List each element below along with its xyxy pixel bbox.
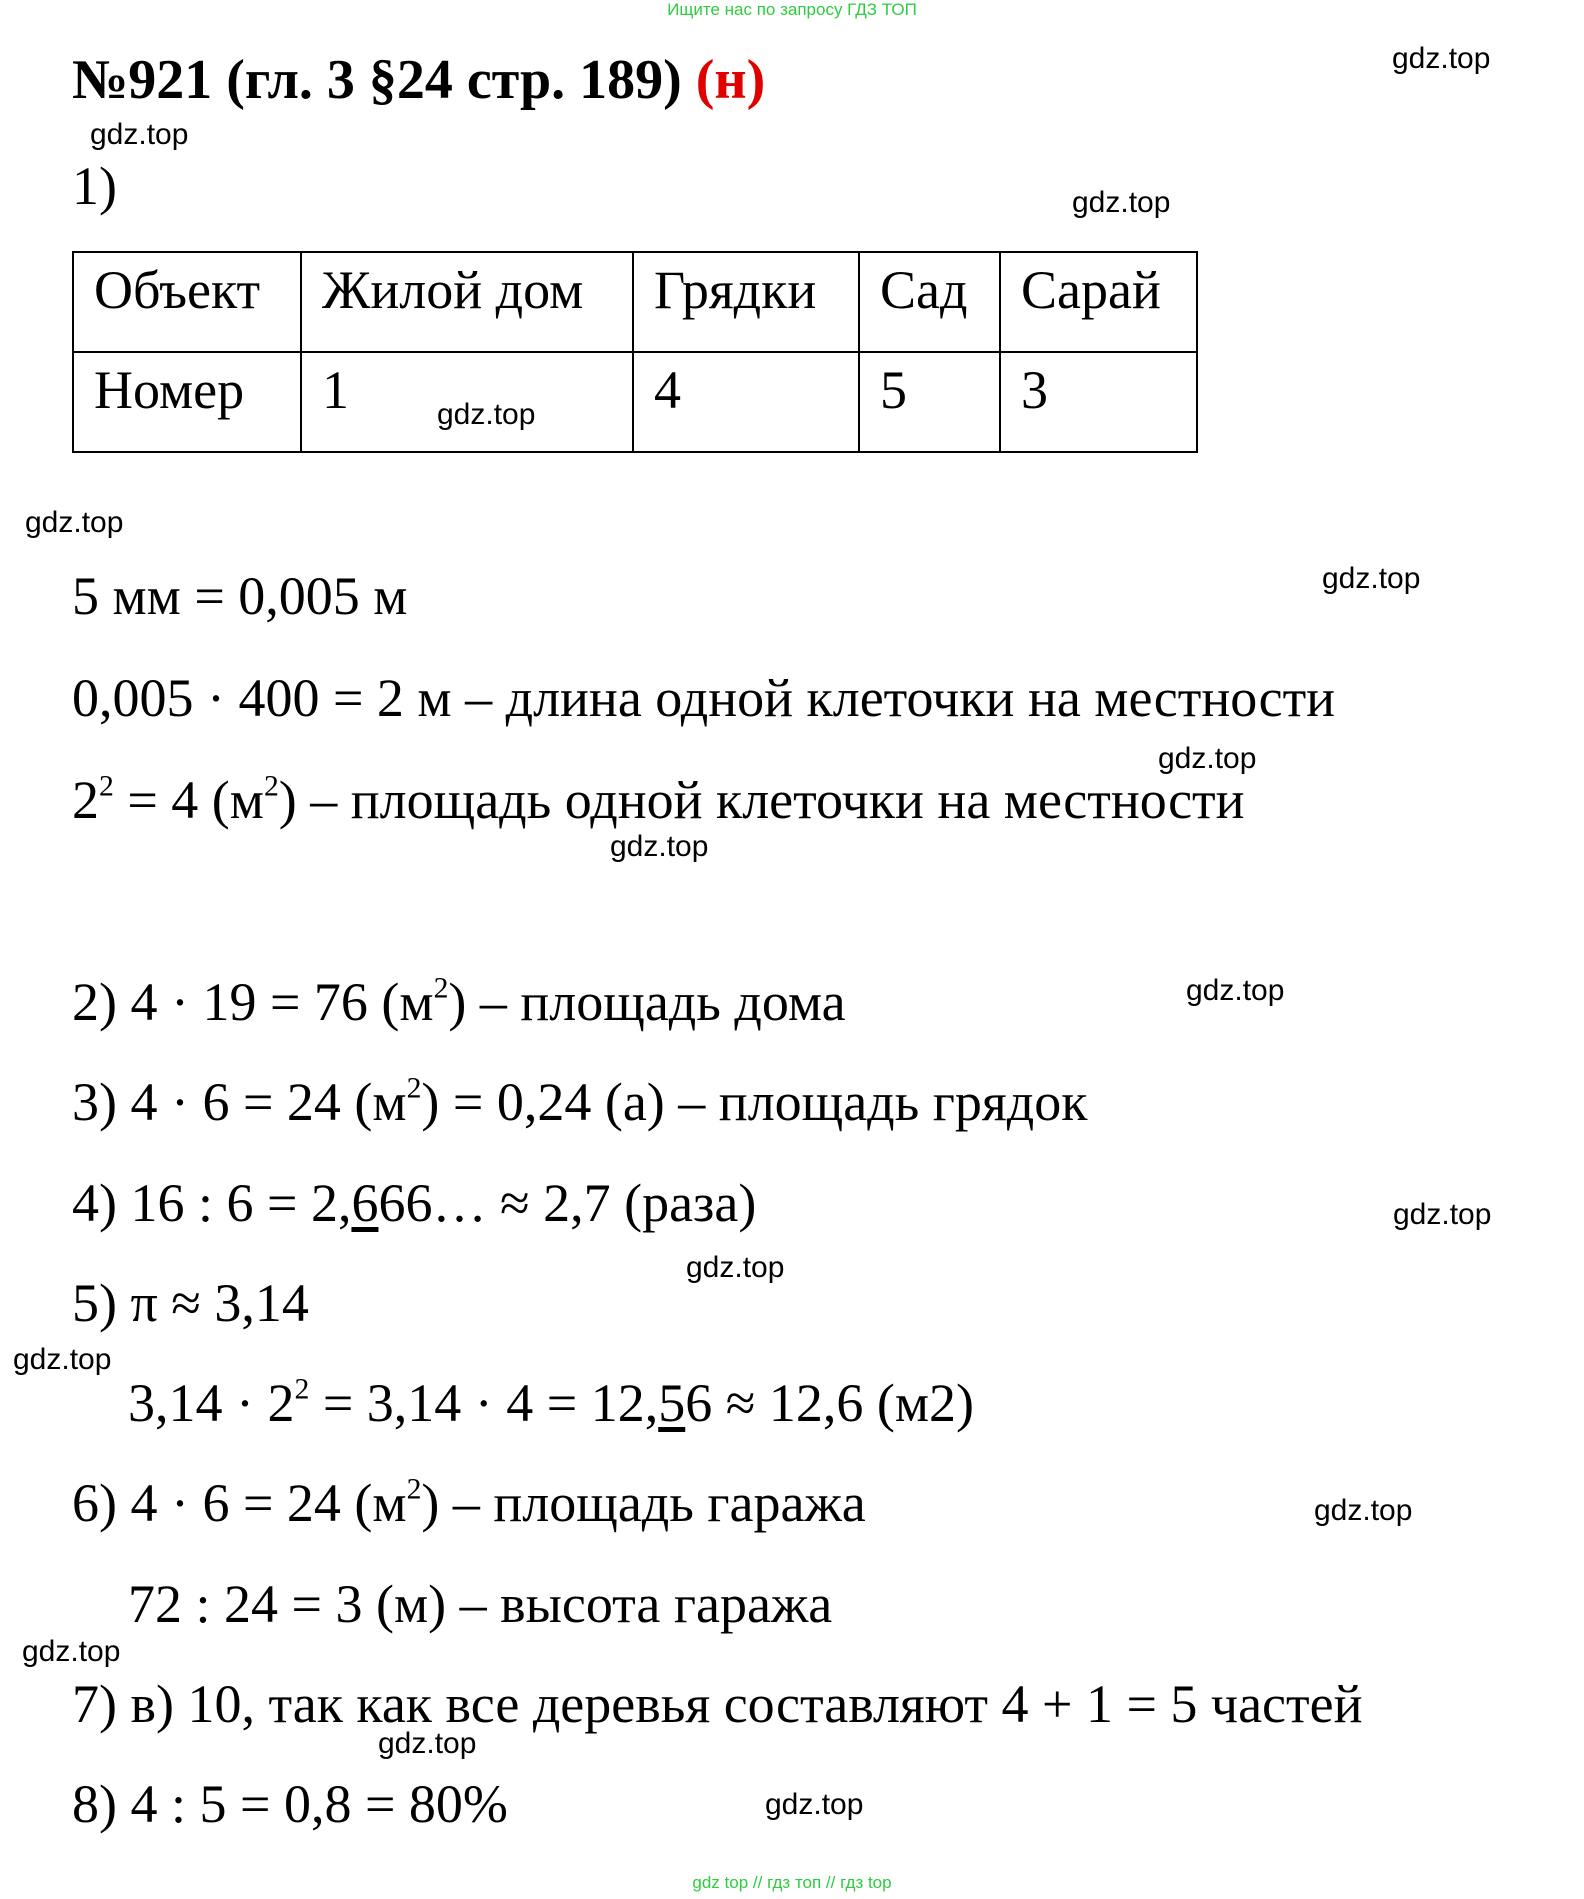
table-row bbox=[73, 352, 1197, 452]
watermark: gdz.top bbox=[1072, 186, 1171, 219]
l8-a: 3,14 · 2 bbox=[128, 1373, 295, 1433]
table-cell: 1 bbox=[301, 352, 633, 452]
exercise-title bbox=[72, 48, 765, 112]
watermark: gdz.top bbox=[22, 1635, 121, 1668]
part-1-label: 1) bbox=[72, 156, 117, 216]
table-cell: Жилой дом bbox=[301, 252, 633, 352]
solution-line-9 bbox=[72, 1472, 866, 1534]
table-cell: 5 bbox=[859, 352, 1000, 452]
footer-links: gdz top // гдз топ // гдз top bbox=[692, 1873, 892, 1892]
l3-sup2: 2 bbox=[263, 770, 279, 803]
watermark: gdz.top bbox=[25, 506, 124, 539]
table-cell: Объект bbox=[73, 252, 301, 352]
solution-line-5 bbox=[72, 1071, 1087, 1133]
solution-line-6 bbox=[72, 1172, 756, 1234]
watermark: gdz.top bbox=[686, 1251, 785, 1284]
table-cell: 3 bbox=[1000, 352, 1197, 452]
table-header-row bbox=[73, 252, 1197, 352]
objects-table bbox=[72, 251, 1198, 453]
watermark: gdz.top bbox=[1314, 1494, 1413, 1527]
solution-line-11: 7) в) 10, так как все деревья составляют 4 + 1 = 5 частей bbox=[72, 1674, 1363, 1734]
watermark: gdz.top bbox=[1186, 974, 1285, 1007]
l6-a: 4) 16 : 6 = 2, bbox=[72, 1173, 352, 1233]
solution-line-1: 5 мм = 0,005 м bbox=[72, 566, 408, 626]
l3-c: ) – площадь одной клеточки на местности bbox=[278, 770, 1245, 830]
l8-b: = 3,14 · 4 = 12, bbox=[309, 1373, 659, 1433]
solution-line-8 bbox=[128, 1372, 974, 1434]
l9-b: ) – площадь гаража bbox=[421, 1473, 866, 1533]
l8-underlined: 5 bbox=[658, 1373, 686, 1433]
table-cell: Сарай bbox=[1000, 252, 1197, 352]
title-mark: (н) bbox=[695, 49, 766, 111]
l4-b: ) – площадь дома bbox=[448, 972, 846, 1032]
l4-a: 2) 4 · 19 = 76 (м bbox=[72, 972, 434, 1032]
watermark: gdz.top bbox=[13, 1343, 112, 1376]
table-cell: 4 bbox=[633, 352, 859, 452]
solution-line-3 bbox=[72, 769, 1245, 831]
l8-c: 6 ≈ 12,6 (м2) bbox=[685, 1373, 974, 1433]
l5-sup: 2 bbox=[406, 1072, 422, 1105]
l5-b: ) = 0,24 (а) – площадь грядок bbox=[421, 1072, 1088, 1132]
watermark: gdz.top bbox=[1158, 742, 1257, 775]
watermark: gdz.top bbox=[610, 830, 709, 863]
solution-line-7: 5) π ≈ 3,14 bbox=[72, 1273, 309, 1333]
solution-line-10: 72 : 24 = 3 (м) – высота гаража bbox=[128, 1574, 833, 1634]
solution-line-2: 0,005 · 400 = 2 м – длина одной клеточки на местности bbox=[72, 668, 1336, 728]
table-cell: Номер bbox=[73, 352, 301, 452]
l6-underlined: 6 bbox=[351, 1173, 379, 1233]
l6-b: 66… ≈ 2,7 (раза) bbox=[378, 1173, 757, 1233]
table-cell: Сад bbox=[859, 252, 1000, 352]
watermark: gdz.top bbox=[765, 1788, 864, 1821]
l5-a: 3) 4 · 6 = 24 (м bbox=[72, 1072, 407, 1132]
l8-sup: 2 bbox=[294, 1373, 310, 1406]
watermark: gdz.top bbox=[1393, 1198, 1492, 1231]
solution-line-4 bbox=[72, 971, 846, 1033]
l4-sup: 2 bbox=[433, 972, 449, 1005]
watermark: gdz.top bbox=[378, 1727, 477, 1760]
top-banner: Ищите нас по запросу ГДЗ ТОП bbox=[667, 0, 917, 19]
l3-b: = 4 (м bbox=[113, 770, 264, 830]
l3-sup1: 2 bbox=[99, 770, 114, 803]
watermark: gdz.top bbox=[1322, 562, 1421, 595]
watermark: gdz.top bbox=[437, 398, 536, 431]
watermark: gdz.top bbox=[90, 118, 189, 151]
title-main: №921 (гл. 3 §24 стр. 189) bbox=[72, 49, 682, 111]
table-cell: Грядки bbox=[633, 252, 859, 352]
watermark: gdz.top bbox=[1392, 42, 1491, 75]
solution-line-12: 8) 4 : 5 = 0,8 = 80% bbox=[72, 1774, 508, 1834]
l3-a: 2 bbox=[72, 770, 99, 830]
l9-sup: 2 bbox=[406, 1473, 422, 1506]
l9-a: 6) 4 · 6 = 24 (м bbox=[72, 1473, 407, 1533]
